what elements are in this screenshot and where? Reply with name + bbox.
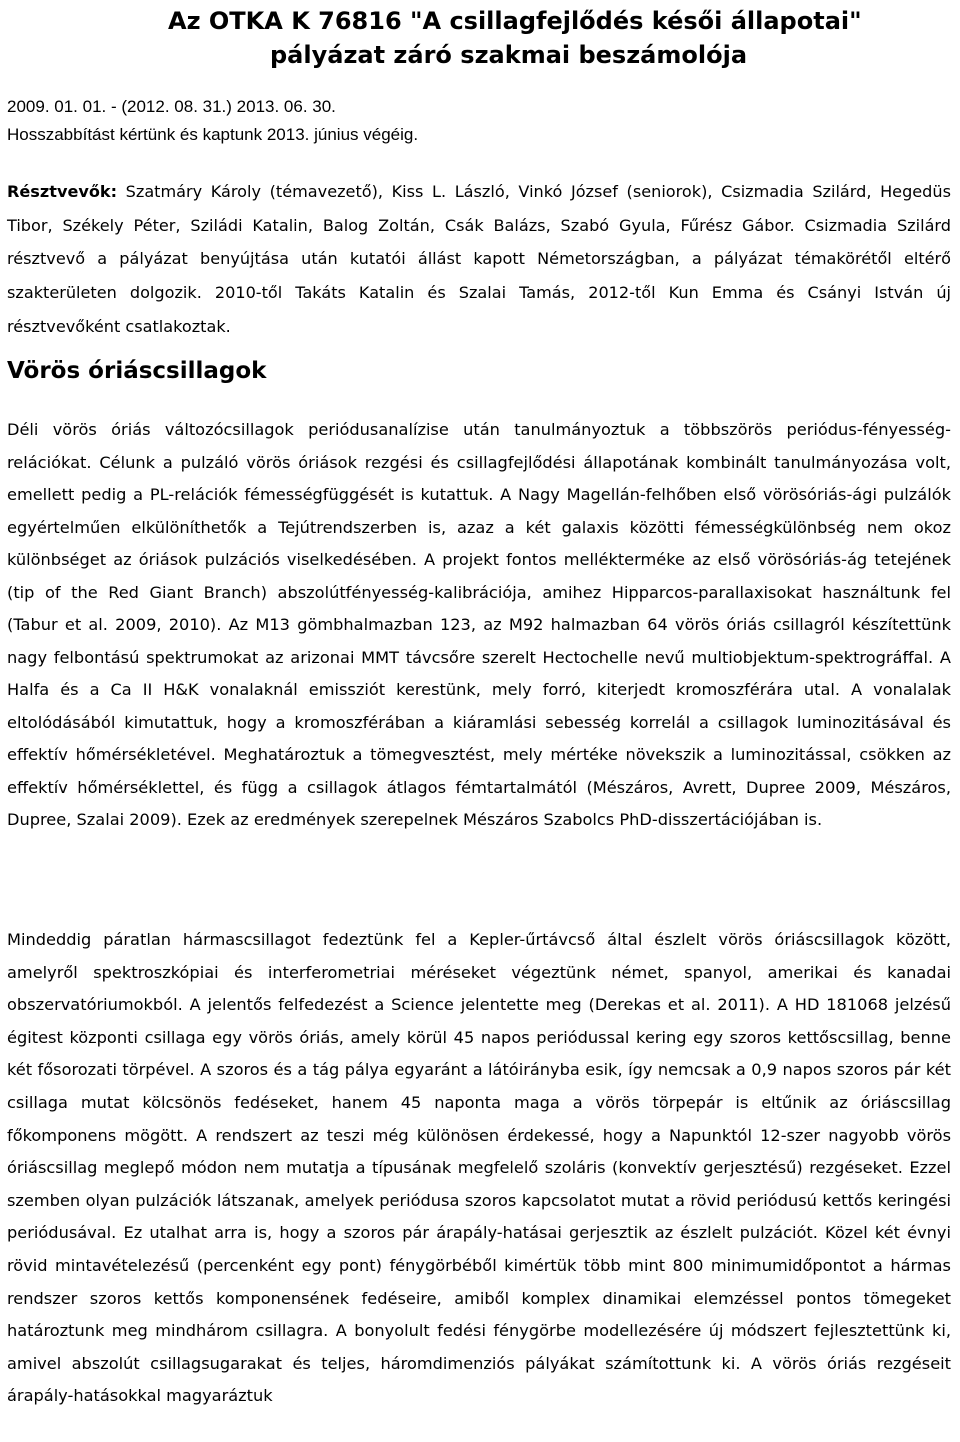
participants-paragraph xyxy=(7,175,951,344)
title-line-2: pályázat záró szakmai beszámolója xyxy=(270,41,748,69)
project-period: 2009. 01. 01. - (2012. 08. 31.) 2013. 06. 30. xyxy=(7,97,336,116)
participants-text: Szatmáry Károly (témavezető), Kiss L. László, Vinkó József (seniorok), Csizmadia Szilárd, Hegedüs Tibor, Székely Péter, Sziládi Katalin, Balog Zoltán, Csák Balázs, Szabó Gyula, Fűrész Gábor. Csizmadia Szilárd résztvevő a pályázat benyújtása után kutatói állást kapott Németországban, a pályázat témakörétől eltérő szakterületen dolgozik. 2010-től Takáts Katalin és Szalai Tamás, 2012-től Kun Emma és Csányi István új résztvevőként csatlakoztak. xyxy=(7,182,951,336)
extension-note: Hosszabbítást kértünk és kaptunk 2013. június végéig. xyxy=(7,125,419,144)
title-line-1: Az OTKA K 76816 "A csillagfejlődés késői állapotai" xyxy=(168,7,862,35)
paragraph-red-giants: Déli vörös óriás változócsillagok periódusanalízise után tanulmányoztuk a többszörös periódus-fényesség-relációkat. Célunk a pulzáló vörös óriások rezgési és csillagfejlődési állapotának kombinált tanulmányozása volt, emellett pedig a PL-relációk fémességfüggését is kutattuk. A Nagy Magellán-felhőben első vörösóriás-ági pulzálók egyértelműen elkülöníthetők a Tejútrendszerben is, azaz a két galaxis közötti fémességkülönbség nem okoz különbséget az óriások pulzációs viselkedésében. A projekt fontos mellékterméke az első vörösóriás-ág tetejének (tip of the Red Giant Branch) abszolútfényesség-kalibrációja, amihez Hipparcos-parallaxisokat használtunk fel (Tabur et al. 2009, 2010). Az M13 gömbhalmazban 123, az M92 halmazban 64 vörös óriás csillagról készítettünk nagy felbontású spektrumokat az arizonai MMT távcsőre szerelt Hectochelle nevű multiobjektum-spektrográffal. A Halfa és a Ca II H&K vonalaknál emissziót kerestünk, mely forró, kiterjedt kromoszférára utal. A vonalalak eltolódásából kimutattuk, hogy a kromoszférában a kiáramlási sebesség korrelál a csillagok luminozitásával és effektív hőmérsékletével. Meghatároztuk a tömegvesztést, mely mértéke növekszik a luminozitással, csökken az effektív hőmérséklettel, és függ a csillagok átlagos fémtartalmától (Mészáros, Avrett, Dupree 2009, Mészáros, Dupree, Szalai 2009). Ezek az eredmények szerepelnek Mészáros Szabolcs PhD-disszertációjában is. xyxy=(7,420,951,829)
section-heading: Vörös óriáscsillagok xyxy=(7,358,267,384)
paragraph-triple-star: Mindeddig páratlan hármascsillagot fedeztünk fel a Kepler-űrtávcső által észlelt vörös óriáscsillagok között, amelyről spektroszkópiai és interferometriai méréseket végeztünk német, spanyol, amerikai és kanadai obszervatóriumokból. A jelentős felfedezést a Science jelentette meg (Derekas et al. 2011). A HD 181068 jelzésű égitest központi csillaga egy vörös óriás, amely körül 45 napos periódussal kering egy szoros kettőscsillag, benne két fősorozati törpével. A szoros és a tág pálya egyaránt a látóirányba esik, így nemcsak a 0,9 napos szoros pár két csillaga mutat kölcsönös fedéseket, hanem 45 naponta maga a vörös törpepár is eltűnik az óriáscsillag főkomponens mögött. A rendszert az teszi még különösen érdekessé, hogy a Napunktól 12-szer nagyobb vörös óriáscsillag meglepő módon nem mutatja a típusának megfelelő szoláris (konvektív gerjesztésű) rezgéseket. Ezzel szemben olyan pulzációk látszanak, amelyek periódusa szoros kapcsolatot mutat a rövid periódusú kettős keringési periódusával. Ez utalhat arra is, hogy a szoros pár árapály-hatásai gerjesztik az észlelt pulzációt. Közel két évnyi rövid mintavételezésű (percenként egy pont) fénygörbéből kimértük több mint 800 minimumidőpontot a hármas rendszer szoros kettős komponensének fedéseire, amiből komplex dinamikai elemzéssel pontos tömegeket határoztunk meg mindhárom csillagra. A bonyolult fedési fénygörbe modellezésére új módszert fejlesztettünk ki, amivel abszolút csillagsugarakat és teljes, háromdimenziós pályákat számítottunk ki. A vörös óriás rezgéseit árapály-hatásokkal magyaráztuk xyxy=(7,930,951,1406)
participants-label: Résztvevők: xyxy=(7,182,118,201)
